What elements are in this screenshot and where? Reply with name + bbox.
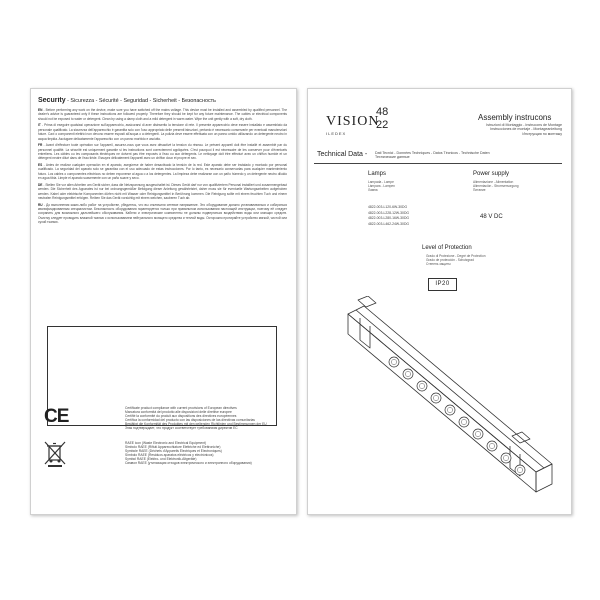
weee-text: RAEE icon (Waste Electronic and Electrical Equipment) Simbolo RAEE (Rifiuti Apparecchiature Elettriche ed Elettroniche) Symbole RAEE (Déchets d'Appareils Électriques et Électroniques) Símbolo RAEE (Residuos aparatos eléctricos y electrónicos) Symbol RAEE (Elektro- und Elektronik-Altgeräte) Символ RAEE (утилизация отходов электрического и электронного оборудования) [125, 441, 252, 466]
protection-title: Level of Protection [422, 245, 472, 251]
security-languages: - Sicurezza - Sécurité - Seguridad - Sicherheit - Безопасность [65, 98, 216, 104]
ce-mark-icon: CE [44, 406, 69, 427]
logo-number-bottom: 22 [376, 119, 389, 131]
lamp-model: 4822-003-L120-6W-30DG [368, 205, 408, 209]
power-supply-title: Power supply [473, 171, 510, 177]
divider [314, 163, 562, 164]
weee-bin-icon [44, 441, 66, 467]
track-light-fixture-illustration [330, 296, 560, 516]
power-supply-value: 48 V DC [480, 214, 503, 220]
lamp-model: 4822-003-L280-16W-30DG [368, 216, 410, 221]
lamps-subtitle: Lampada - Lampe Lámpara - Lampen Лампа [368, 180, 395, 193]
ip-rating-badge: IP20 [428, 278, 457, 291]
power-supply-subtitle: Alimentazione - Alimentation Alimentación - Stromversorgung Питание [473, 180, 519, 193]
technical-data-title: Technical Data - [317, 151, 368, 158]
paragraph-es: ES - Antes de realizar cualquier operación en el aparato, asegúrese de haber desactivado la tensión de la red. Este aparato debe ser instalado y montado por personal cualificado. La seguridad del aparato solo se garantiza con el uso adecuado de estas instrucciones. Por lo tanto, es necesario conservarlas para cualquier mantenimiento futuro. Los cables o componentes eléctricos no deben exponerse al agua o a los detergentes. La limpieza debe realizarse con un paño húmedo y un detergente neutro diluido en agua tibia. Limpie el aparato suavemente con un paño suave y seco. [38, 163, 288, 181]
security-heading [38, 97, 288, 104]
lamp-model: 4822-003-L228-12W-30DG [368, 210, 410, 215]
paragraph-fr: FR - Avant d'effectuer toute opération sur l'appareil, assurez-vous que vous avez désactivé la tension du réseau. Le présent appareil doit être installé et assemblé par du personnel qualifié. La sécurité est uniquement garantie si les instructions sont correctement appliquées. C'est pourquoi il est nécessaire de les conserver pour d'éventuels entretiens. Les câbles ou les composants électriques ne doivent pas être exposés à l'eau ou aux détergents. Le nettoyage doit être effectué avec un chiffon humide et un détergent neutre dilué dans de l'eau tiède. Essuyez délicatement l'appareil avec un chiffon doux et propre et sec. [38, 143, 288, 161]
protection-subtitle: Grado di Protezione - Degré de Protection Grado de protección - Schutzgrad Степень защиты [426, 254, 486, 267]
logo-number-top: 48 [376, 106, 389, 118]
safety-paragraphs [38, 108, 287, 227]
lamp-model: 4822-003-L462-24W-30DG [368, 221, 410, 226]
paragraph-en: EN - Before performing any work on the device, make sure you have switched off the mains voltage. This device must be installed and assembled by qualified personnel. The dealer's advice is guaranteed only if these instructions are followed properly. Therefore they should be kept for any future maintenance. The cables or electrical components should not be exposed to water or detergent. Clean by using a damp cloth and a mild detergent in warm water. Wipe the unit gently with a soft, dry cloth. [38, 108, 287, 121]
logo-brand: ILEDEX [326, 131, 347, 136]
paragraph-ru: RU - До выполнения каких-либо работ на устройстве, убедитесь, что вы отключили сетевое напряжение. Это оборудование должно устанавливаться и собираться квалифицированным специалистом. Безопасность оборудования гарантируется только при правильном использовании настоящей инструкции, поэтому её следует сохранить для возможного дальнейшего обслуживания. Кабели и электрические компоненты не должны подвергаться воздействию воды или моющих средств. Очистку следует проводить влажной тканью с использованием нейтрального моющего средства и теплой воды. Осторожно протирайте устройство мягкой, чистой или сухой тканью. [38, 202, 287, 225]
security-title: Security [38, 97, 66, 104]
lamps-title: Lamps [368, 171, 387, 177]
assembly-subtitle: Istruzioni di Montaggio - Instrucons de Montage Instrucciones de montaje - Montageanleitung Инструкция по монтажу [486, 123, 562, 136]
ce-certification-text: Certificate product compliance with current provisions of European directives Marcatura conformità del prodotto alle disposizioni delle direttive europee Certifié la conformité du produit aux dispositions des directives européennes Certifica la conformidad del producto con las disposiciones de las directivas comunitarias Bestätigt die Konformität des Produktes mit den geltenden Richtlinien und Bestimmungen der EU Знак подтверждает, что продукт соответствует требованиям директив ЕС [125, 406, 267, 431]
technical-data-subtitle: Dati Tecnici - Données Techniques - Datos Técnicos - Technische Daten Технические данные [375, 151, 490, 160]
logo-word: VISION [326, 114, 380, 129]
paragraph-it: IT - Prima di eseguire qualsiasi operazione sull'apparecchio, assicurarsi di aver disinserito la tensione di rete. Il presente apparecchio deve essere installato e assemblato da personale qualificato. La sicurezza dell'apparecchio è garantita solo con l'uso appropriato delle presenti istruzioni, pertanto è necessario conservarle per eventuali manutenzioni future. Cavi o componenti elettrici non devono essere esposti all'acqua o a detergenti. La pulizia deve essere effettuata con un panno umido utilizzando un detergente neutro in acqua tiepida. Asciugare delicatamente l'apparecchio con un panno morbido e asciutto. [38, 123, 287, 141]
assembly-title: Assembly instrucons [478, 113, 552, 122]
lamp-model-list [368, 205, 409, 227]
paragraph-de: DE - Stellen Sie vor allen Arbeiten am Gerät sicher, dass die Netzspannung ausgeschaltet ist. Dieses Gerät darf nur von qualifiziertem Personal installiert und zusammengebaut werden. Die Sicherheit des Apparates ist nur bei ordnungsgemäßer Befolgung dieser Anleitung gewährleistet, daher muss sie für eventuelle Wartungsarbeiten aufgehoben werden. Kabel oder elektrische Komponenten dürfen nicht mit Wasser oder Reinigungsmittel in Berührung kommen. Die Reinigung sollte mit einem feuchten Tuch und einem neutralen Reinigungsmittel erfolgen. Reiben Sie das Gerät vorsichtig mit einem weichen, sauberen Tuch ab. [38, 182, 287, 201]
